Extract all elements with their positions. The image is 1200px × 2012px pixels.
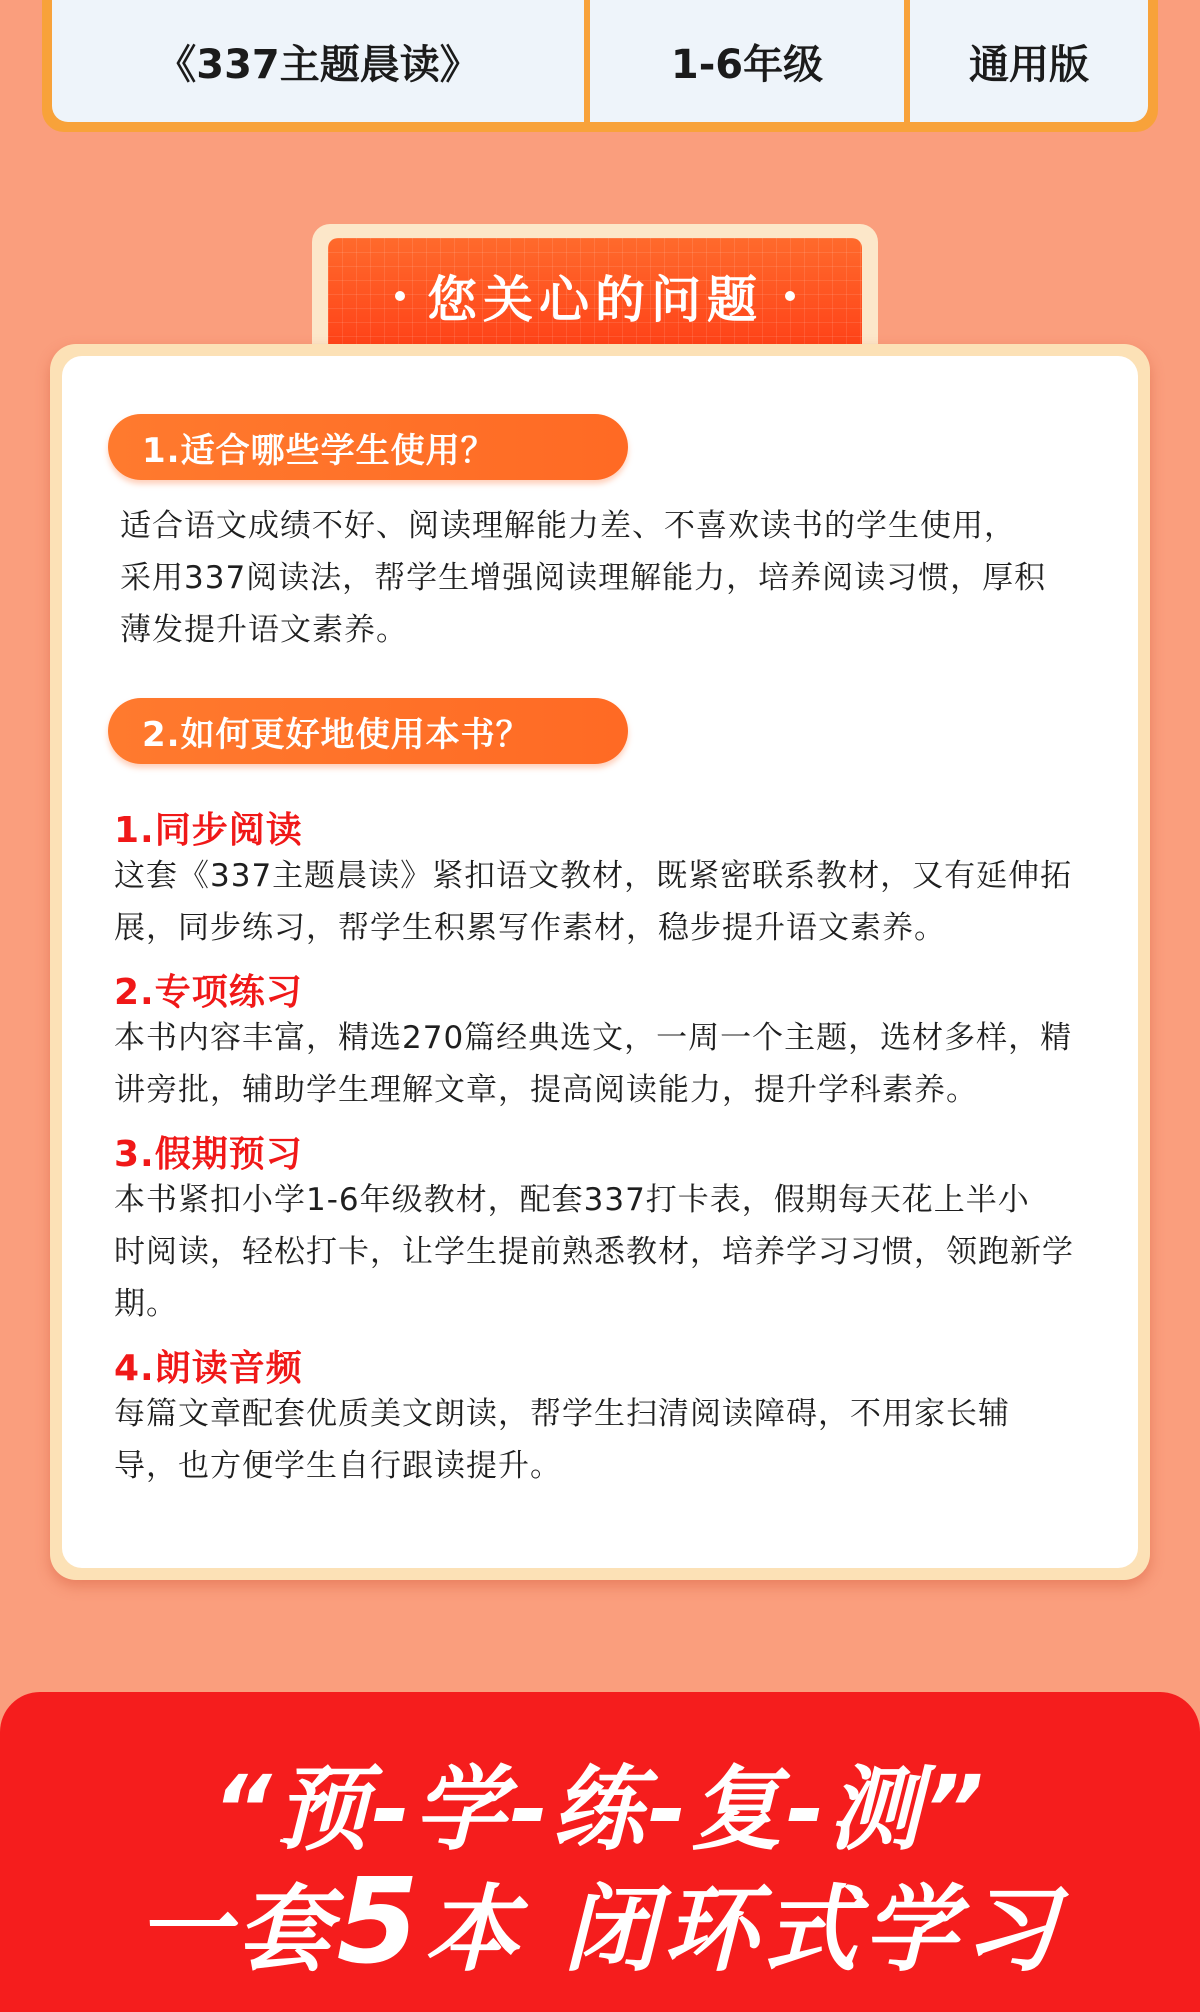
- book-title-cell: 《337主题晨读》: [52, 0, 584, 122]
- usage-line: 时阅读，轻松打卡，让学生提前熟悉教材，培养学习习惯，领跑新学: [114, 1234, 1074, 1270]
- answer-line: 薄发提升语文素养。: [120, 612, 408, 648]
- faq-card: [50, 344, 1150, 1580]
- usage-heading-2: 2.专项练习: [114, 972, 303, 1013]
- usage-line: 这套《337主题晨读》紧扣语文教材，既紧密联系教材，又有延伸拓: [114, 858, 1073, 894]
- faq-question-1: 1.适合哪些学生使用？: [108, 414, 628, 480]
- dot-left-icon: [395, 291, 405, 301]
- promo-headline-a: 一套: [136, 1876, 337, 1985]
- faq-question-2: 2.如何更好地使用本书？: [108, 698, 628, 764]
- usage-text-4: [114, 1388, 1010, 1492]
- promo-headline: [0, 1852, 1200, 1990]
- usage-line: 每篇文章配套优质美文朗读，帮学生扫清阅读障碍，不用家长辅: [114, 1396, 1010, 1432]
- product-info-table: [42, 0, 1158, 132]
- usage-line: 导，也方便学生自行跟读提升。: [114, 1448, 562, 1484]
- usage-line: 展，同步练习，帮学生积累写作素材，稳步提升语文素养。: [114, 910, 946, 946]
- promo-headline-number: 5: [336, 1852, 425, 1990]
- usage-text-3: [114, 1174, 1074, 1330]
- usage-line: 本书内容丰富，精选270篇经典选文，一周一个主题，选材多样，精: [114, 1020, 1073, 1056]
- answer-line: 适合语文成绩不好、阅读理解能力差、不喜欢读书的学生使用，: [120, 508, 1016, 544]
- usage-text-1: [114, 850, 1072, 954]
- usage-text-2: [114, 1012, 1072, 1116]
- answer-line: 采用337阅读法，帮学生增强阅读理解能力，培养阅读习惯，厚积: [120, 560, 1047, 596]
- usage-heading-4: 4.朗读音频: [114, 1348, 303, 1389]
- usage-line: 本书紧扣小学1-6年级教材，配套337打卡表，假期每天花上半小: [114, 1182, 1030, 1218]
- usage-line: 期。: [114, 1286, 178, 1322]
- usage-line: 讲旁批，辅助学生理解文章，提高阅读能力，提升学科素养。: [114, 1072, 978, 1108]
- promo-headline-b: 本 闭环式学习: [424, 1876, 1064, 1985]
- edition-cell: 通用版: [904, 0, 1148, 122]
- promo-banner: [0, 1692, 1200, 2012]
- faq-answer-1: [120, 500, 1046, 656]
- faq-card-body: [62, 356, 1138, 1568]
- usage-heading-3: 3.假期预习: [114, 1134, 303, 1175]
- usage-heading-1: 1.同步阅读: [114, 810, 303, 851]
- grade-cell: 1-6年级: [584, 0, 904, 122]
- promo-slogan: “预-学-练-复-测”: [212, 1756, 988, 1863]
- dot-right-icon: [785, 291, 795, 301]
- section-title: 您关心的问题: [427, 271, 763, 329]
- section-banner: [312, 224, 878, 364]
